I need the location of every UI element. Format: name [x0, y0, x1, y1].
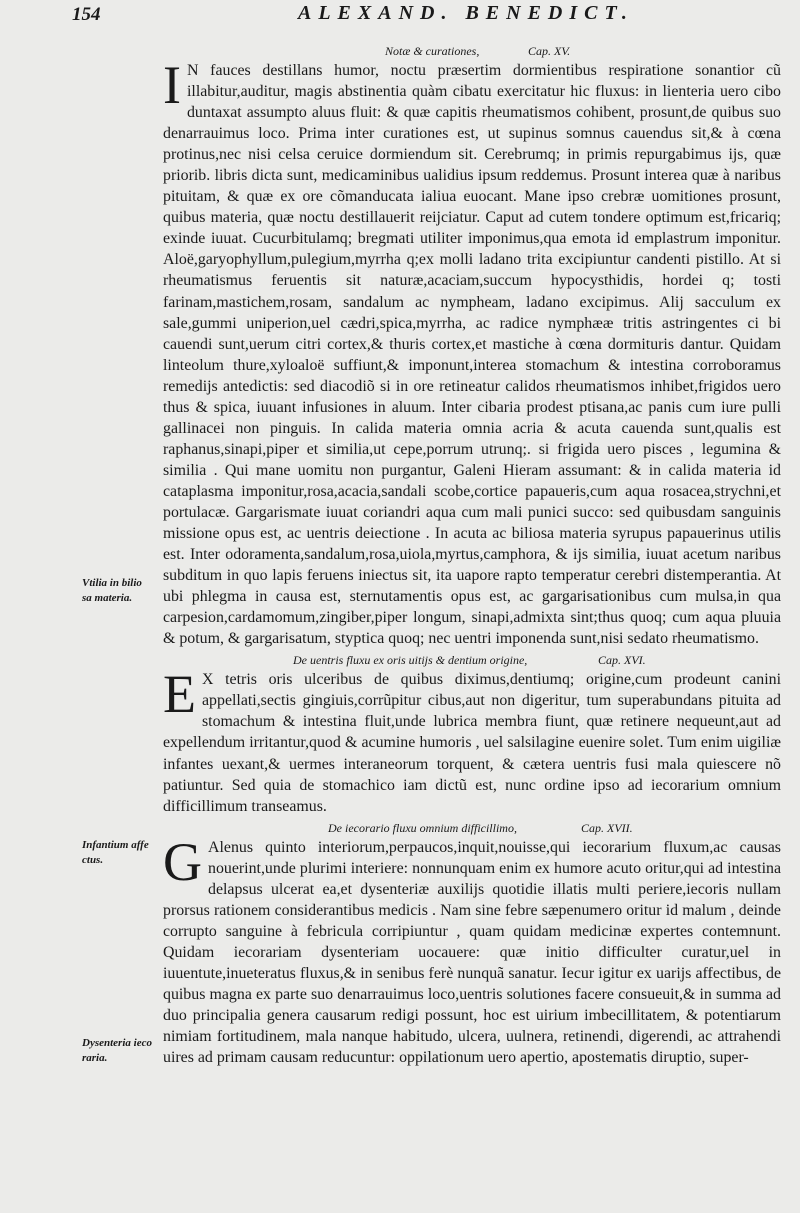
paragraph-cap-15: [163, 55, 781, 649]
margin-note-biliosa: [82, 576, 162, 606]
paragraph-text: N fauces destillans humor, noctu præsertim dormientibus respiratione sonantior cũ illabitur,auditur, magis abstinentia quàm cibatu exercitatur hic fluxus: in lienteria uero cibo duntaxat assumpto aluus fluit: & quæ capitis rheumatismos cohibent, prosunt,de quibus suo denarrauimus loco. Prima inter curationes est, ut supinus somnus cauendus sit,& à cœna protinus,nec nisi celsa ceruice dormiendum sit. Cerebrumq; in primis repurgabimus ijs, quæ priorib. libris dicta sunt, medicaminibus ualidius ipsum reddemus. Prosunt interea quæ à naribus pituitam, & quæ ex ore cõmanducata ialiua euocant. Mane ipso crebræ uomitiones prosunt, quibus materia, quæ noctu destillauerit reijciatur. Caput ad cutem tondere optimum est,fricariq; exinde iuuat. Cucurbitulamq; bregmati utiliter imponimus,qua emota id emplastrum imponitur. Aloë,garyophyllum,pulegium,myrrha q;ex molli ladano trita excipiuntur candenti pistillo. At si rheumatismus feruentis sit naturæ,acaciam,succum hypocysthidis, hordei q; tosti farinam,mastichem,rosam, sandalum ac nympheam, ladano excipimus. Alij sacculum ex sale,gummi uniperion,uel cædri,spica,myrrha, ac radice nymphææ tritis astringentes ci bi cauendi sunt,uerum citri cortex,& thuris cortex,et mastiche à cœna dormituris dantur. Quidam linteolum thure,xyloaloë suffiunt,& imponunt,interea stomachum & intestina corroboramus remedijs antedictis: sed diacodiõ si in ore retineatur calidos rheumatismos inhibet,frigidos uero thus & spica, iuuant infusiones in aluum. Inter cibaria prodest ptisana,ac panis cum iure pulli gallinacei non pinguis. In calida materia omnia acria & acuta cauenda sunt,qualis est raphanus,sinapi,piper et similia,ut cepe,porrum utrunq;. si frigida uero pisces , legumina & similia . Qui mane uomitu non purgantur, Galeni Hieram assumant: & in calida materia id cataplasma imponitur,rosa,acacia,sandali scobe,cortice papaueris,cum aqua rosacea,strychni,et portulacæ. Gargarismate iuuat coriandri aqua cum mali punici succo: sed quibusdam sanguinis missione opus est, ac uentris deiectione . In acuta ac biliosa materia syrupus papauerinus utilis est. Inter odoramenta,sandalum,rosa,uiola,myrtus,camphora, & ijs similia, iuuat acetum naribus subditum in quo lapis feruens iniectus sit, ita uapore rapto temperatur cerebri distemperantia. At ubi phlegma in causa est, sternutamentis opus est, ac gargarisationibus cum mulsa,in qua carpesion,cardamomum,zingiber,piper longum, sinapi,admixta sint;thus quoq; cum aqua pluuia & potum, & gargarisatum, styptica quoq; nec uentri imponenda sunt,nisi sedato rheumatismo.: [163, 62, 781, 648]
section-title: Notæ & curationes,: [385, 44, 480, 58]
chapter-number: Cap. XVI.: [598, 653, 646, 668]
paragraph-text: Alenus quinto interiorum,perpaucos,inquit,nouisse,qui iecorarium fluxum,ac causas nouerint,unde plurimi interiere: nonnunquam enim ex humore acuto oritur,qui ad intestina delapsus ulcerat ea,et dysenteriæ auxilijs quotidie illatis multi periere,iecoris nullam prorsus rationem considerantibus medicis . Nam sine febre sæpenumero oritur id malum , deinde corrupto sanguine à febricula corripiuntur , quam quidam medicinæ expertes contemnunt. Quidam iecorariam dysenteriam uocauere: quæ initio difficulter curatur,uel in iuuentute,inueteratus fluxus,& in senibus ferè nunquã sanatur. Iecur igitur ex uarijs affectibus, de quibus magna ex parte suo denarrauimus loco,uentris solutiones facere consueuit,& in summa ad duo principalia genera causarum redigi possunt, hoc est uirium imbecillitatem, & potentiarum nimiam fortitudinem, mala nanque habitudo, ulcera, uulnera, retinendi, digerendi, ac attrahendi uires ad primam causam reducuntur: oppilationum uero apertio, apostematis diruptio, super-: [163, 838, 781, 1067]
margin-note-infantium: [82, 838, 162, 868]
chapter-number: Cap. XVII.: [581, 820, 633, 835]
section-heading-15: [163, 42, 781, 60]
chapter-number: Cap. XV.: [528, 44, 571, 58]
drop-initial: I: [163, 55, 181, 115]
margin-note-line: ctus.: [82, 854, 104, 866]
section-title: De uentris fluxu ex oris uitijs & dentium origine,: [293, 653, 528, 668]
drop-initial: E: [163, 664, 196, 725]
section-heading-16: [163, 651, 781, 669]
section-heading-17: [163, 819, 781, 837]
paragraph-cap-17: [163, 831, 781, 1069]
text-column: [163, 42, 781, 1068]
paragraph-cap-16: [163, 664, 781, 816]
section-title: De iecorario fluxu omnium difficillimo,: [328, 820, 517, 835]
drop-initial: G: [163, 831, 202, 892]
paragraph-text: X tetris oris ulceribus de quibus diximus,dentiumq; origine,cum prodeunt canini appellati,sectis gingiuis,corrũpitur cibus,aut non digeritur, tum superabundans pituita ad stomachum & intestina fluit,unde lubrica membra fiunt, quæ retinere nequeunt,aut ad expellendum irritantur,quod & acumine humoris , uel salsilagine euenire solet. Tum enim uigiliæ infantes uexant,& uermes interaneorum torquent, & cætera uentris fusi mala quiescere nõ patiuntur. Sed quia de stomachico iam dictũ est, nunc ordine ipso ad iecorarium omnium difficillimum transeamus.: [163, 671, 781, 815]
margin-note-dysenteria: [82, 1036, 162, 1066]
margin-note-line: Dysenteria ieco: [82, 1037, 152, 1049]
margin-note-line: Infantium affe: [82, 839, 149, 851]
margin-note-line: raria.: [82, 1052, 108, 1064]
running-head: ALEXAND. BENEDICT.: [298, 2, 634, 24]
margin-note-line: Vtilia in bilio: [82, 577, 142, 589]
page-number: 154: [72, 4, 101, 25]
margin-note-line: sa materia.: [82, 592, 133, 604]
